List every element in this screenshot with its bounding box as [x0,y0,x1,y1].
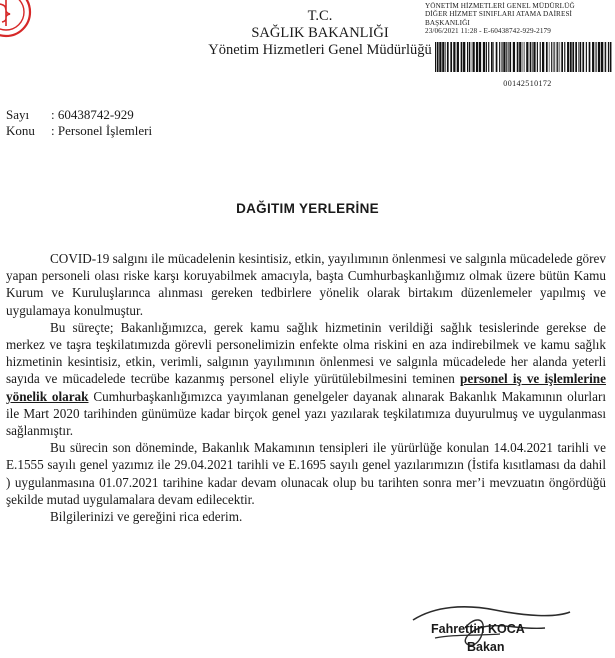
paragraph-2-a: Bu süreçte; Bakanlığımızca, gerek kamu sağlık hizmetinin verildiği sağlık tesislerinde gerekse de merkez ve taşra teşkilatımızda görevli personelimizin enfekte olma riskini en aza indirebilmek ve kamu sağlık hizmetinin kesintisiz, etkin, verimli, salgının yayılımının önlenmesi ve salgınla mücadelede her alanda yeterli sayıda ve mücadelede tecrübe kazanmış personel eliyle yürütülebilmesini teminen [6,319,606,387]
header-ministry: SAĞLIK BAKANLIĞI [251,25,389,41]
paragraph-2 [6,319,606,439]
paragraph-2-emphasis: personel iş ve işlemlerine yönelik olarak [6,371,606,404]
stamp-line-4: 23/06/2021 11:28 - E-60438742-929-2179 [425,27,551,36]
header-country: T.C. [307,8,333,24]
sayi-value: : 60438742-929 [51,107,134,122]
registry-stamp [425,2,615,36]
barcode [435,42,615,72]
signatory-name: Fahrettin KOCA [431,622,525,636]
document-title: DAĞITIM YERLERİNE [236,201,379,216]
stamp-line-2: DİĞER HİZMET SINIFLARI ATAMA DAİRESİ [425,10,573,19]
header-directorate: Yönetim Hizmetleri Genel Müdürlüğü [208,42,432,58]
paragraph-1: COVID-19 salgını ile mücadelenin kesintisiz, etkin, yayılımının önlenmesi ve salgınla mücadelede görev yapan personeli olası riske karşı koruyabilmek amacıyla, başta Cumhurbaşkanlığımız olmak üzere bütün Kamu Kurum ve Kuruluşlarınca alınması gereken tedbirlere yönelik olarak birtakım düzenlemeler yapılmış ve uygulamaya konulmuştur. [6,251,606,318]
barcode-number: 00142510172 [503,79,552,88]
sayi-row [6,106,134,123]
konu-label: Konu [6,123,35,138]
paragraph-4: Bilgilerinizi ve gereğini rica ederim. [50,509,243,525]
signatory-title: Bakan [467,640,505,654]
stamp-line-3: BAŞKANLIĞI [425,18,470,27]
konu-value: : Personel İşlemleri [51,123,153,138]
paragraph-2-b: Cumhurbaşkanlığımızca yayımlanan genelgeler dayanak alınarak Bakanlık Makamının olurları ile Mart 2020 tarihinden günümüze kadar birçok genel yazı yazılarak teşkilatımıza duyurulmuş ve uygulanması sağlanmıştır. [6,388,607,439]
body-text [6,250,606,525]
stamp-line-1: YÖNETİM HİZMETLERİ GENEL MÜDÜRLÜĞ [425,2,575,10]
paragraph-3: Bu sürecin son döneminde, Bakanlık Makamının tensipleri ile yürürlüğe konulan 14.04.2021 tarihli ve E.1555 sayılı genel yazımız ile 29.04.2021 tarihli ve E.1695 sayılı genel yazılarımızın (İstifa kısıtlaması da dahil ) uygulanmasına 01.07.2021 tarihine kadar devam olunacak olup bu tarihten sonra mer’i mevzuatın öngördüğü şekilde mutad uygulamalara devam edilecektir. [6,440,606,507]
sayi-label: Sayı [6,107,30,122]
ministry-logo [0,0,32,38]
konu-row [6,122,152,139]
